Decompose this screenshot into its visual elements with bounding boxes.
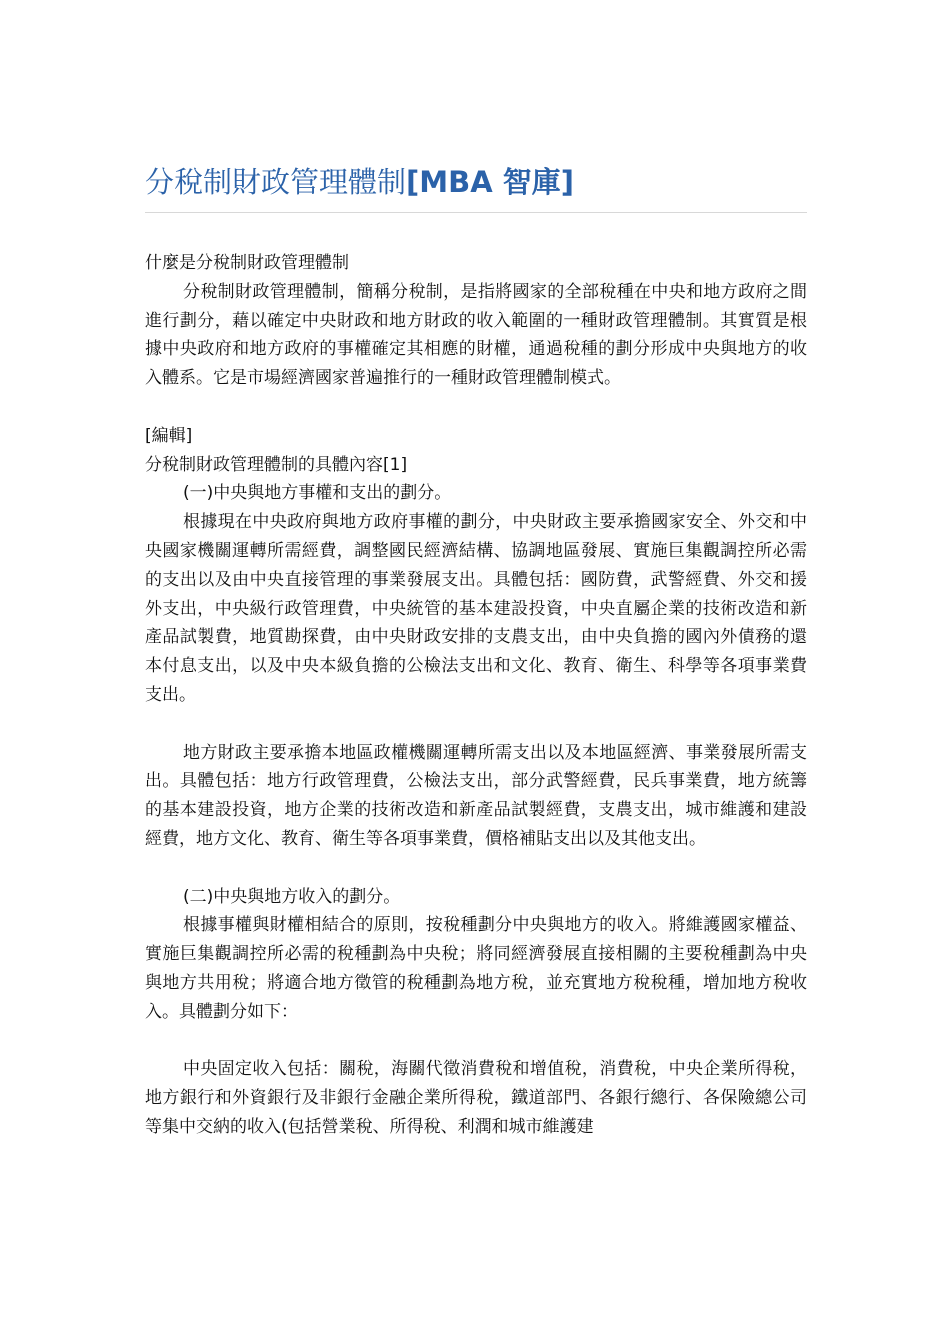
title-main: 分稅制財政管理體制 <box>145 165 407 199</box>
section-heading-what-is: 什麼是分稅制財政管理體制 <box>145 253 349 273</box>
paragraph-revenue-principle: 根據事權與財權相結合的原則，按稅種劃分中央與地方的收入。將維護國家權益、實施巨集觀調控所必需的稅種劃為中央稅；將同經濟發展直接相關的主要稅種劃為中央與地方共用稅；將適合地方徵管的稅種劃為地方稅，並充實地方稅稅種，增加地方稅收入。具體劃分如下： <box>145 915 807 1022</box>
edit-link[interactable]: [編輯] <box>145 425 193 446</box>
paragraph-local-expenditure: 地方財政主要承擔本地區政權機關運轉所需支出以及本地區經濟、事業發展所需支出。具體包括：地方行政管理費，公檢法支出，部分武警經費，民兵事業費，地方統籌的基本建設投資，地方企業的技術改造和新產品試製經費，支農支出，城市維護和建設經費，地方文化、教育、衛生等各項事業費，價格補貼支出以及其他支出。 <box>145 742 807 849</box>
paragraph-central-fixed-revenue: 中央固定收入包括：關稅，海關代徵消費稅和增值稅，消費稅，中央企業所得稅，地方銀行和外資銀行及非銀行金融企業所得稅，鐵道部門、各銀行總行、各保險總公司等集中交納的收入(包括營業稅、所得稅、利潤和城市維護建 <box>145 1059 807 1137</box>
subheading-revenue: (二)中央與地方收入的劃分。 <box>183 886 401 907</box>
subheading-expenditure: (一)中央與地方事權和支出的劃分。 <box>183 483 452 504</box>
title-suffix: [MBA 智庫] <box>406 165 575 199</box>
paragraph-central-expenditure: 根據現在中央政府與地方政府事權的劃分，中央財政主要承擔國家安全、外交和中央國家機關運轉所需經費，調整國民經濟結構、協調地區發展、實施巨集觀調控所必需的支出以及由中央直接管理的事業發展支出。具體包括：國防費，武警經費、外交和援外支出，中央級行政管理費，中央統管的基本建設投資，中央直屬企業的技術改造和新產品試製費，地質勘探費，由中央財政安排的支農支出，由中央負擔的國內外債務的還本付息支出，以及中央本級負擔的公檢法支出和文化、教育、衛生、科學等各項事業費支出。 <box>145 512 807 705</box>
article-body <box>145 249 807 1142</box>
section-heading-content: 分稅制財政管理體制的具體內容[1] <box>145 454 408 475</box>
paragraph-definition: 分稅制財政管理體制，簡稱分稅制，是指將國家的全部稅種在中央和地方政府之間進行劃分，藉以確定中央財政和地方財政的收入範圍的一種財政管理體制。其實質是根據中央政府和地方政府的事權確定其相應的財權，通過稅種的劃分形成中央與地方的收入體系。它是市場經濟國家普遍推行的一種財政管理體制模式。 <box>145 281 807 389</box>
page-title <box>145 162 807 202</box>
title-divider <box>145 212 807 213</box>
